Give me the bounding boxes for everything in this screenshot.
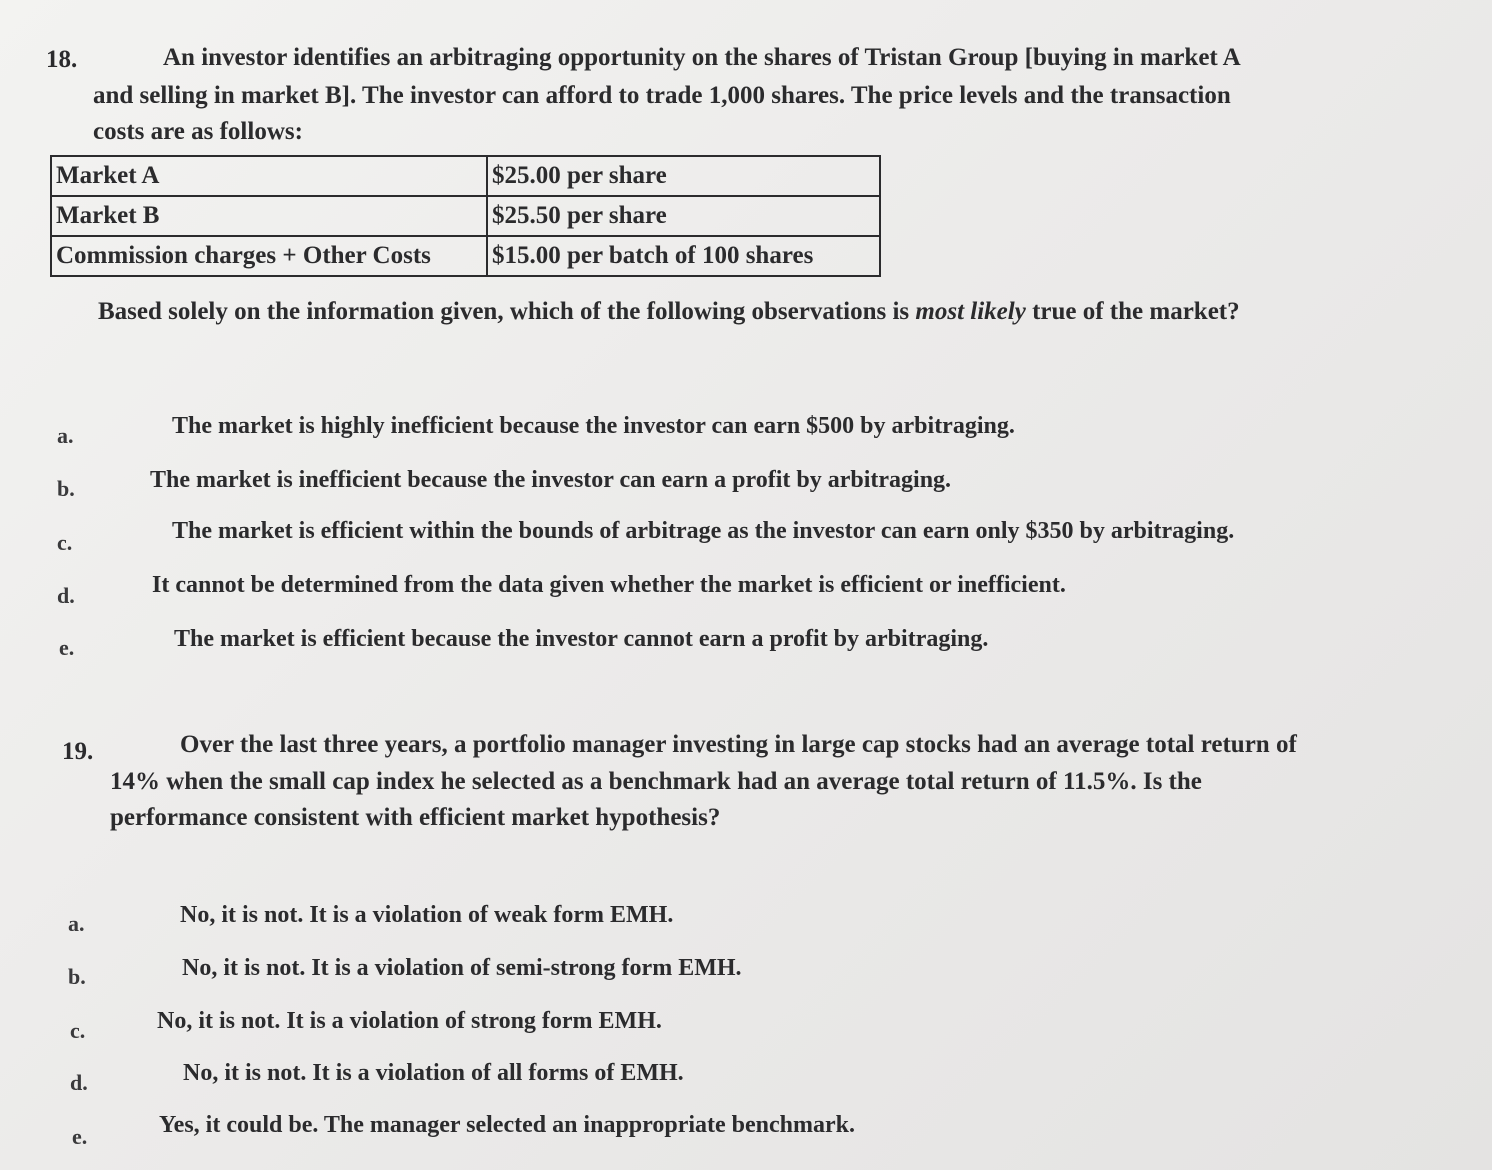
- prompt-text-before: Based solely on the information given, which of the following observations is: [98, 298, 916, 325]
- prompt-text-after: true of the market?: [1025, 298, 1240, 325]
- option-text: No, it is not. It is a violation of strong form EMH.: [157, 1008, 662, 1034]
- question-18-stem-line1: An investor identifies an arbitraging opportunity on the shares of Tristan Group [buying in market A: [163, 44, 1241, 71]
- option-text: No, it is not. It is a violation of all forms of EMH.: [183, 1060, 684, 1086]
- table-row: [51, 196, 880, 236]
- option-letter: b.: [57, 476, 75, 501]
- option-text: Yes, it could be. The manager selected an inappropriate benchmark.: [159, 1112, 856, 1138]
- table-cell-label: Commission charges + Other Costs: [51, 236, 487, 276]
- table-cell-label: Market B: [51, 196, 487, 236]
- option-letter: a.: [68, 911, 85, 936]
- question-18-prompt: [98, 294, 1240, 330]
- table-cell-label: Market A: [51, 156, 487, 196]
- option-text: The market is efficient within the bounds of arbitrage as the investor can earn only $350 by arbitraging.: [172, 518, 1235, 544]
- option-text: No, it is not. It is a violation of weak form EMH.: [180, 902, 674, 928]
- option-text: It cannot be determined from the data given whether the market is efficient or inefficient.: [152, 572, 1066, 598]
- option-letter: c.: [57, 530, 73, 555]
- table-row: [51, 236, 880, 276]
- option-letter: d.: [57, 583, 75, 608]
- option-text: The market is highly inefficient because the investor can earn $500 by arbitraging.: [172, 413, 1015, 439]
- table-cell-value: $25.00 per share: [487, 156, 880, 196]
- option-letter: d.: [70, 1070, 88, 1095]
- option-letter: b.: [68, 964, 86, 989]
- question-19-stem-line2: 14% when the small cap index he selected as a benchmark had an average total return of 11.5%. Is the: [110, 768, 1202, 795]
- question-18-stem-line2: and selling in market B]. The investor can afford to trade 1,000 shares. The price levels and the transaction: [93, 82, 1231, 109]
- option-letter: e.: [72, 1124, 88, 1149]
- option-text: No, it is not. It is a violation of semi-strong form EMH.: [182, 955, 742, 981]
- table-row: [51, 156, 880, 196]
- question-19-stem-line3: performance consistent with efficient market hypothesis?: [110, 804, 721, 831]
- option-text: The market is efficient because the investor cannot earn a profit by arbitraging.: [174, 626, 989, 652]
- option-letter: e.: [59, 635, 75, 660]
- option-text: The market is inefficient because the investor can earn a profit by arbitraging.: [150, 467, 952, 493]
- prompt-emphasis: most likely: [915, 298, 1026, 325]
- option-letter: a.: [57, 423, 74, 448]
- option-letter: c.: [70, 1018, 86, 1043]
- question-18-number: 18.: [46, 46, 78, 73]
- price-cost-table: [50, 155, 881, 277]
- question-18-stem-line3: costs are as follows:: [93, 118, 303, 145]
- question-19-stem-line1: Over the last three years, a portfolio manager investing in large cap stocks had an average total return of: [180, 731, 1297, 758]
- table-cell-value: $25.50 per share: [487, 196, 880, 236]
- question-19-number: 19.: [62, 738, 94, 765]
- table-cell-value: $15.00 per batch of 100 shares: [487, 236, 880, 276]
